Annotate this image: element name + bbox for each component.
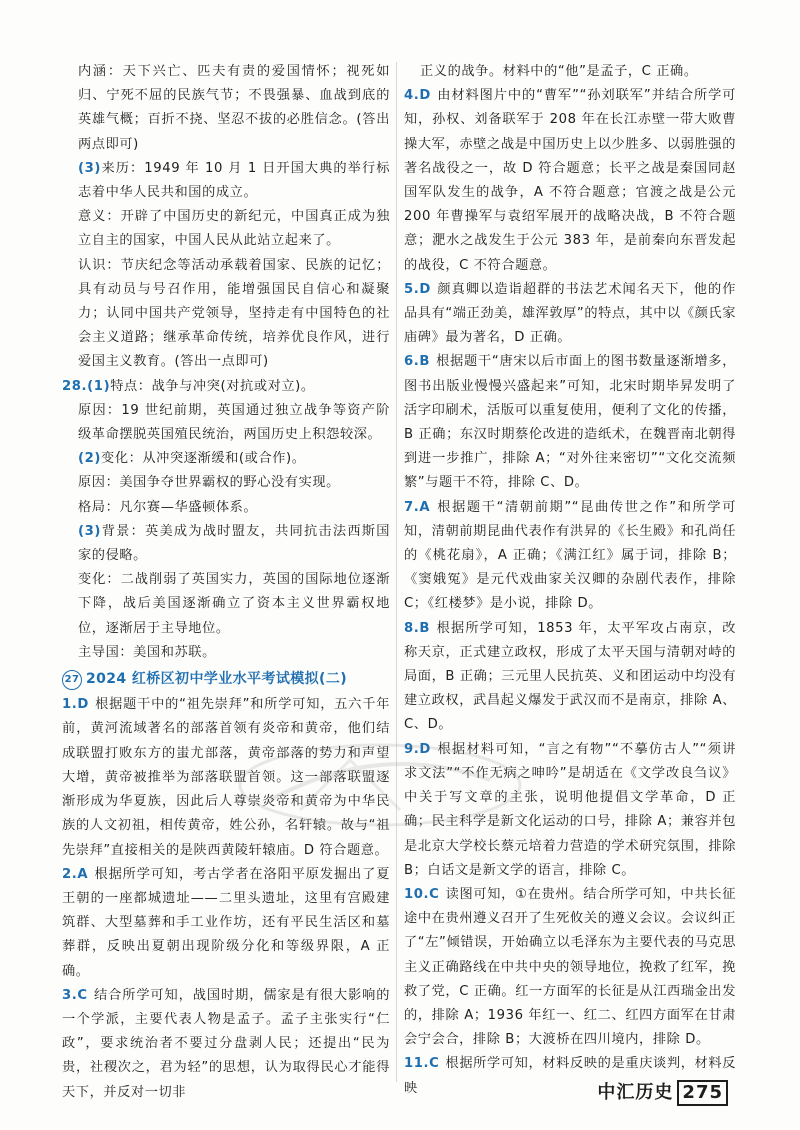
column-divider [396, 62, 397, 1082]
q7-choice: A [419, 499, 431, 515]
q8-answer [404, 617, 736, 738]
q28-1-text: 特点：战争与冲突(对抗或对立)。 [110, 378, 315, 394]
q5-choice: D [419, 281, 431, 297]
q2-number: 2. [62, 866, 78, 882]
q1-number: 1. [62, 697, 78, 713]
q4-number: 4. [404, 88, 420, 104]
q28-part3 [62, 520, 390, 568]
q9-number: 9. [404, 741, 420, 757]
q8-choice: B [419, 620, 431, 636]
page-footer [597, 1078, 728, 1106]
section-title-text: 2024 红桥区初中学业水平考试模拟(二) [86, 671, 348, 688]
q7-explanation: 根据题干“清朝前期”“昆曲传世之作”和所学可知，清朝前期昆曲代表作有洪昇的《长生殿》和孔尚任的《桃花扇》，A 正确；《满江红》属于词，排除 B；《窦娥冤》是元代戏曲家关汉卿的杂剧代表作，排除 C；《红楼梦》是小说，排除 D。 [404, 499, 736, 612]
q4-explanation: 由材料图片中的“曹军”“孙刘联军”并结合所学可知，孙权、刘备联军于 208 年在长江赤壁一带大败曹操大军，赤壁之战是中国历史上以少胜多、以弱胜强的著名战役之一，故 D 符合题意；长平之战是秦国同赵国军队发生的战争，A 不符合题意；官渡之战是公元 200 年曹操军与袁绍军展开的战略决战，B 不符合题意；淝水之战发生于公元 383 年，是前秦向东晋发起的战役，C 不符合题意。 [404, 88, 736, 273]
q10-number: 10. [404, 886, 430, 902]
q9-choice: D [419, 741, 431, 757]
q1-choice: D [77, 697, 89, 713]
q3-continuation: 正义的战争。材料中的“他”是孟子，C 正确。 [420, 64, 698, 79]
q8-explanation: 根据所学可知，1853 年，太平军攻占南京，改称天京，正式建立政权，形成了太平天国与清朝对峙的局面，B 正确；三元里人民抗英、义和团运动中均没有建立政权，武昌起义爆发于武汉而不是南京，排除 A、C、D。 [404, 620, 736, 733]
q3-answer [62, 984, 390, 1105]
q6-number: 6. [404, 354, 420, 370]
q9-explanation: 根据材料可知，“言之有物”“不摹仿古人”“须讲求文法”“不作无病之呻吟”是胡适在《文学改良刍议》中关于写文章的主张，说明他提倡文学革命，D 正确；民主科学是新文化运动的口号，排除 A；兼容并包是北京大学校长蔡元培着力营造的学术研究氛围，排除 B；白话文是新文学的语言，排除 C。 [404, 741, 736, 878]
q27-3-understanding: 认识：节庆纪念等活动承载着国家、民族的记忆；具有动员与号召作用，能增强国民自信心和凝聚力；认同中国共产党领导，坚持走有中国特色的社会主义道路；继承革命传统，培养优良作风，进行爱国主义教育。(答出一点即可) [78, 257, 390, 370]
q27-2-content-paragraph: 内涵：天下兴亡、匹夫有责的爱国情怀；视死如归、宁死不屈的民族气节；不畏强暴、血战到底的英雄气概；百折不挠、坚忍不拔的必胜信念。(答出两点即可) [78, 64, 390, 152]
watermark-logo [230, 730, 530, 840]
q27-3-origin [62, 157, 390, 205]
q28-3-text: 背景：英美成为战时盟友，共同抗击法西斯国家的侵略。 [78, 523, 390, 564]
q1-explanation: 根据题干中的“祖先崇拜”和所学可知，五六千年前，黄河流域著名的部落首领有炎帝和黄帝，他们结成联盟打败东方的蚩尤部落，黄帝部落的势力和声望大增，黄帝被推举为部落联盟首领。这一部落联盟逐渐形成为华夏族，因此后人尊崇炎帝和黄帝为中华民族的人文初祖，相传黄帝，姓公孙，名轩辕。故与“祖先崇拜”直接相关的是陕西黄陵轩辕庙。D 符合题意。 [62, 697, 390, 858]
q2-choice: A [77, 866, 89, 882]
q3-number: 3. [62, 987, 78, 1003]
q5-explanation: 颜真卿以造诣超群的书法艺术闻名天下，他的作品具有“端正劲美，雄浑敦厚”的特点，其中以《颜氏家庙碑》最为著名，D 正确。 [404, 281, 736, 346]
q7-number: 7. [404, 499, 420, 515]
q28-2-text: 变化：从冲突逐渐缓和(或合作)。 [101, 451, 306, 467]
footer-book-label: 中汇历史 [597, 1082, 674, 1103]
q6-explanation: 根据题干“唐宋以后市面上的图书数量逐渐增多，图书出版业慢慢兴盛起来”可知，北宋时期毕昇发明了活字印刷术，活版可以重复使用，便利了文化的传播，B 正确；东汉时期蔡伦改进的造纸术，在魏晋南北朝得到进一步推广，排除 A；“对外往来密切”“文化交流频繁”与题干不符，排除 C、D。 [404, 354, 736, 491]
q28-2-label: (2) [78, 451, 102, 467]
q10-explanation: 读图可知，①在贵州。结合所学可知，中共长征途中在贵州遵义召开了生死攸关的遵义会议。会议纠正了“左”倾错误，开始确立以毛泽东为主要代表的马克思主义正确路线在中共中央的领导地位，挽救了红军，挽救了党，C 正确。红一方面军的长征是从江西瑞金出发的，排除 A；1936 年红一、红二、红四方面军在甘肃会宁会合，排除 B；大渡桥在四川境内，排除 D。 [404, 886, 736, 1048]
q10-answer [404, 883, 736, 1052]
q7-answer [404, 496, 736, 617]
q28-part2 [62, 447, 390, 471]
section-number-badge: 27 [62, 670, 82, 690]
left-column [62, 60, 390, 1105]
q3-explanation: 结合所学可知，战国时期，儒家是有很大影响的一个学派，主要代表人物是孟子。孟子主张实行“仁政”，要求统治者不要过分盘剥人民；还提出“民为贵，社稷次之，君为轻”的思想，认为取得民心才能得天下，并反对一切非 [62, 987, 390, 1100]
q5-answer [404, 278, 736, 351]
q28-3-change: 变化：二战削弱了英国实力，英国的国际地位逐渐下降，战后美国逐渐确立了资本主义世界霸权地位，逐渐居于主导地位。 [78, 572, 390, 636]
q2-explanation: 根据所学可知，考古学者在洛阳平原发掘出了夏王朝的一座都城遗址——二里头遗址，这里有宫殿建筑群、大型墓葬和手工业作坊，还有平民生活区和墓葬群，反映出夏朝出现阶级分化和等级界限，A 正确。 [62, 866, 390, 979]
q11-explanation: 根据所学可知，材料反映的是重庆谈判，材料反映 [404, 1056, 736, 1096]
q6-choice: B [419, 354, 431, 370]
q28-3-leader: 主导国：美国和苏联。 [78, 644, 216, 660]
q28-1-reason: 原因：19 世纪前期，英国通过独立战争等资产阶级革命摆脱英国殖民统治，两国历史上积怨较深。 [78, 402, 390, 443]
section-heading [62, 667, 390, 691]
q2-answer [62, 863, 390, 984]
q27-3-meaning: 意义：开辟了中国历史的新纪元，中国真正成为独立自主的国家，中国人民从此站立起来了。 [78, 209, 390, 249]
q6-answer [404, 350, 736, 495]
q28-2-reason: 原因：美国争夺世界霸权的野心没有实现。 [78, 475, 340, 491]
q4-answer [404, 84, 736, 278]
q4-choice: D [419, 88, 431, 104]
q3-choice: C [77, 987, 88, 1003]
q5-number: 5. [404, 281, 420, 297]
q11-number: 11. [404, 1056, 430, 1072]
q10-choice: C [429, 886, 440, 902]
q28-1-label: (1) [87, 378, 111, 394]
q28-number: 28. [62, 378, 88, 394]
q28-2-pattern: 格局：凡尔赛—华盛顿体系。 [78, 499, 258, 515]
page-number: 275 [677, 1080, 728, 1106]
q27-3-label: (3) [78, 160, 102, 176]
q28-part1 [62, 375, 390, 399]
q28-3-label: (3) [78, 523, 102, 539]
q8-number: 8. [404, 620, 420, 636]
q11-choice: C [429, 1056, 440, 1072]
right-column [404, 60, 736, 1101]
q27-3-origin-text: 来历：1949 年 10 月 1 日开国大典的举行标志着中华人民共和国的成立。 [78, 160, 390, 201]
